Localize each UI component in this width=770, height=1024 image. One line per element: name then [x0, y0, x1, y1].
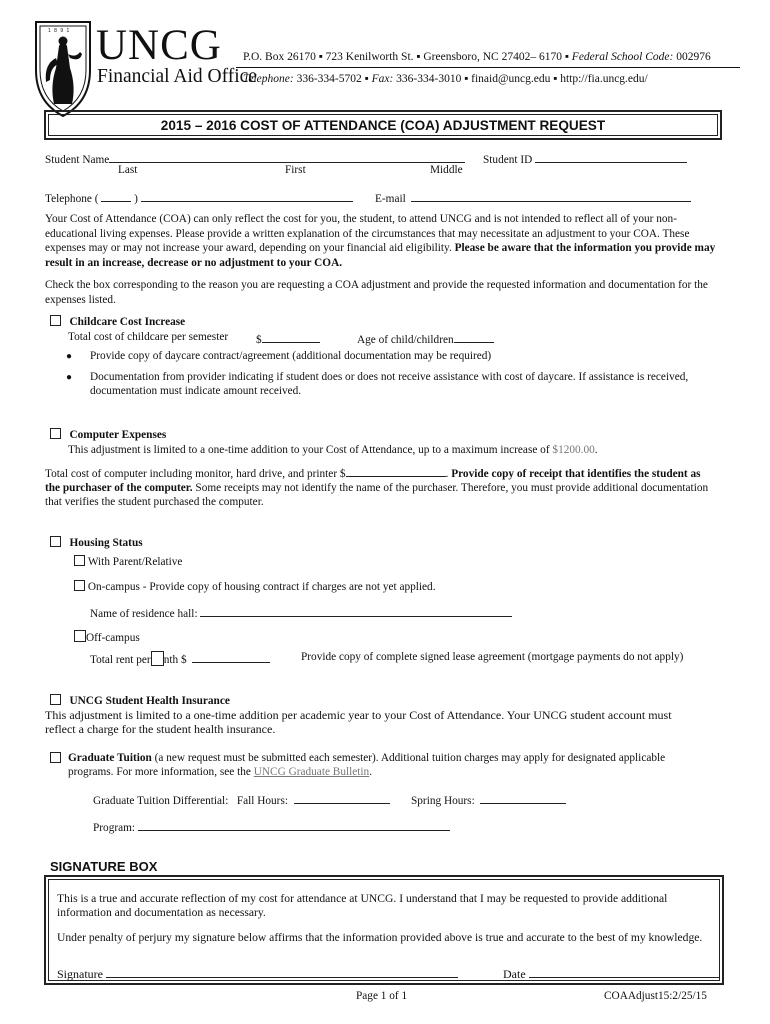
header-rule [236, 67, 740, 68]
last-label: Last [118, 164, 138, 176]
residence-hall-row [90, 605, 512, 620]
title-box [44, 110, 722, 140]
computer-receipt-text: Some receipts may not identify the name of the purchaser. Therefore, you must provide additional documentation that verifies the student purchased the computer. [45, 481, 709, 508]
check-instructions: Check the box corresponding to the reason you are requesting a COA adjustment and provide the requested information and documentation for the expenses listed. [45, 279, 708, 306]
program-row [93, 819, 450, 834]
telephone-close: ) [134, 193, 138, 205]
program-field[interactable] [138, 819, 450, 831]
student-id-label: Student ID [483, 154, 533, 166]
program-label: Program: [93, 822, 136, 834]
student-name-field[interactable] [109, 151, 465, 163]
address-text: P.O. Box 26170 ▪ 723 Kenilworth St. ▪ Greensboro, NC 27402– 6170 ▪ [243, 51, 572, 63]
childcare-amount-row [256, 331, 320, 346]
computer-limit-text: This adjustment is limited to a one-time addition to your Cost of Attendance, up to a maximum increase of [68, 444, 553, 456]
area-code-field[interactable] [101, 190, 131, 202]
telephone-label: Telephone: [243, 73, 294, 85]
offcampus-checkbox[interactable] [74, 630, 86, 642]
school-code: 002976 [673, 51, 711, 63]
grad-title: Graduate Tuition [68, 752, 152, 764]
intro-text: Your Cost of Attendance (COA) can only reflect the cost for you, the student, to attend UNCG and is not intended to reflect all of your non-educational living expenses. Please provide a written explanation of the circumstances that may necessitate an adjustment to your COA. These expenses may or may not increase your award, depending on your financial aid eligibility. [45, 213, 690, 255]
spring-row [411, 792, 566, 807]
intro-bold-text: Please be aware that the information you provide may result in an increase, decrease or no adjustment to your COA. [45, 242, 716, 269]
student-name-label: Student Name [45, 154, 110, 166]
childcare-section [50, 315, 185, 328]
contact-line [243, 73, 648, 85]
rent-label-a: Total rent per [90, 654, 151, 666]
telephone-row [45, 190, 353, 205]
rent-row [90, 651, 270, 666]
health-section [50, 694, 230, 707]
health-text: This adjustment is limited to a one-time addition per academic year to your Cost of Attendance. Your UNCG student account must reflect a charge for the student health insurance. [45, 708, 672, 736]
child-age-row [357, 331, 494, 346]
rent-label-b: nth $ [163, 654, 187, 666]
computer-receipt-bold: Provide copy of receipt that identifies the student as the purchaser of the computer. [45, 468, 701, 494]
grad-bulletin-link[interactable]: UNCG Graduate Bulletin [253, 766, 370, 779]
oncampus-checkbox[interactable] [74, 580, 85, 591]
email-field[interactable] [411, 190, 691, 202]
grad-checkbox-wrap [50, 752, 61, 765]
logo-name: UNCG [96, 22, 222, 69]
parent-label: With Parent/Relative [87, 556, 183, 568]
bullet-icon: ● [66, 372, 73, 383]
computer-total-field[interactable] [346, 465, 446, 477]
offcampus-label: Off-campus [86, 632, 140, 644]
childcare-total-row [68, 331, 228, 343]
dollar-sign: $ [256, 334, 262, 346]
form-code: COAAdjust15:2/25/15 [604, 990, 707, 1002]
signature-field[interactable] [106, 966, 458, 978]
signature-statement-2: Under penalty of perjury my signature below affirms that the information provided above is true and accurate to the best of my knowledge. [57, 931, 703, 944]
health-title: UNCG Student Health Insurance [69, 695, 230, 707]
school-code-label: Federal School Code: [571, 51, 674, 63]
residence-hall-field[interactable] [200, 605, 512, 617]
address-line [243, 51, 711, 63]
grad-checkbox[interactable] [50, 752, 61, 763]
grad-diff-label: Graduate Tuition Differential: [93, 795, 229, 807]
seal-text: 1 8 9 1 [48, 28, 71, 34]
signature-heading: SIGNATURE BOX [50, 859, 158, 874]
computer-total-paragraph [45, 465, 717, 509]
form-title: 2015 – 2016 COST OF ATTENDANCE (COA) ADJUSTMENT REQUEST [160, 118, 606, 133]
housing-checkbox[interactable] [50, 536, 61, 547]
spring-hours-field[interactable] [480, 792, 566, 804]
computer-total-label: Total cost of computer including monitor, hard drive, and printer $ [45, 468, 346, 480]
telephone-field-label: Telephone ( [45, 193, 99, 205]
student-id-field[interactable] [535, 151, 687, 163]
computer-limit [68, 444, 598, 456]
child-age-label: Age of child/children [357, 334, 454, 346]
first-label: First [285, 164, 306, 176]
rent-amount-field[interactable] [192, 651, 270, 663]
date-row [503, 966, 719, 982]
fax-label: Fax: [371, 73, 394, 85]
computer-limit-amount: $1200.00 [552, 444, 595, 456]
signature-row [57, 966, 458, 982]
fall-hours-field[interactable] [294, 792, 390, 804]
grad-diff-row [93, 792, 390, 807]
signature-label: Signature [57, 967, 103, 981]
telephone-number: 336-334-5702 ▪ [293, 73, 372, 85]
fall-hours-label: Fall Hours: [236, 795, 288, 807]
health-checkbox[interactable] [50, 694, 61, 705]
date-label: Date [503, 967, 526, 981]
housing-offcampus-option [74, 630, 140, 644]
uncg-seal-logo [32, 18, 94, 118]
child-age-field[interactable] [454, 331, 494, 343]
housing-section [50, 536, 143, 549]
telephone-field[interactable] [141, 190, 353, 202]
childcare-amount-field[interactable] [262, 331, 320, 343]
housing-parent-option [74, 555, 182, 568]
student-id-row [483, 151, 687, 166]
computer-checkbox[interactable] [50, 428, 61, 439]
grad-paragraph [68, 751, 708, 779]
housing-oncampus-option [74, 580, 436, 593]
page-number: Page 1 of 1 [356, 990, 408, 1002]
spring-hours-label: Spring Hours: [411, 795, 475, 807]
logo-sub: Financial Aid Office [97, 66, 257, 87]
housing-title: Housing Status [69, 537, 143, 549]
lease-instructions: Provide copy of complete signed lease agreement (mortgage payments do not apply) [301, 651, 684, 663]
childcare-bullet-2: Documentation from provider indicating if student does or does not receive assistance with cost of daycare. If assistance is received, documentation must indicate amount received. [90, 371, 689, 397]
intro-paragraph [45, 212, 717, 270]
rent-period-box[interactable] [151, 651, 164, 666]
computer-title: Computer Expenses [69, 429, 167, 441]
childcare-total-label: Total cost of childcare per semester [68, 331, 229, 343]
date-field[interactable] [529, 966, 719, 978]
computer-section [50, 428, 166, 441]
signature-statement-1: This is a true and accurate reflection of my cost for attendance at UNCG. I understand that I may be requested to provide additional information and documentation as necessary. [57, 892, 668, 919]
computer-limit-end: . [594, 444, 598, 456]
grad-end: . [369, 766, 373, 779]
childcare-bullet-1: Provide copy of daycare contract/agreement (additional documentation may be required) [90, 350, 492, 362]
student-name-row [45, 151, 465, 166]
computer-total-end: . [445, 468, 452, 480]
fax-contact: 336-334-3010 ▪ finaid@uncg.edu ▪ http://fia.uncg.edu/ [393, 73, 648, 85]
childcare-title: Childcare Cost Increase [69, 316, 186, 328]
grad-text: (a new request must be submitted each semester). Additional tuition charges may apply for designated applicable programs. For more information, see the [68, 752, 666, 779]
residence-hall-label: Name of residence hall: [90, 608, 198, 620]
middle-label: Middle [430, 164, 463, 176]
childcare-checkbox[interactable] [50, 315, 61, 326]
oncampus-label: On-campus - Provide copy of housing contract if charges are not yet applied. [87, 581, 436, 593]
bullet-icon: ● [66, 351, 73, 362]
email-label: E-mail [375, 193, 406, 205]
email-row [375, 190, 691, 205]
parent-checkbox[interactable] [74, 555, 85, 566]
